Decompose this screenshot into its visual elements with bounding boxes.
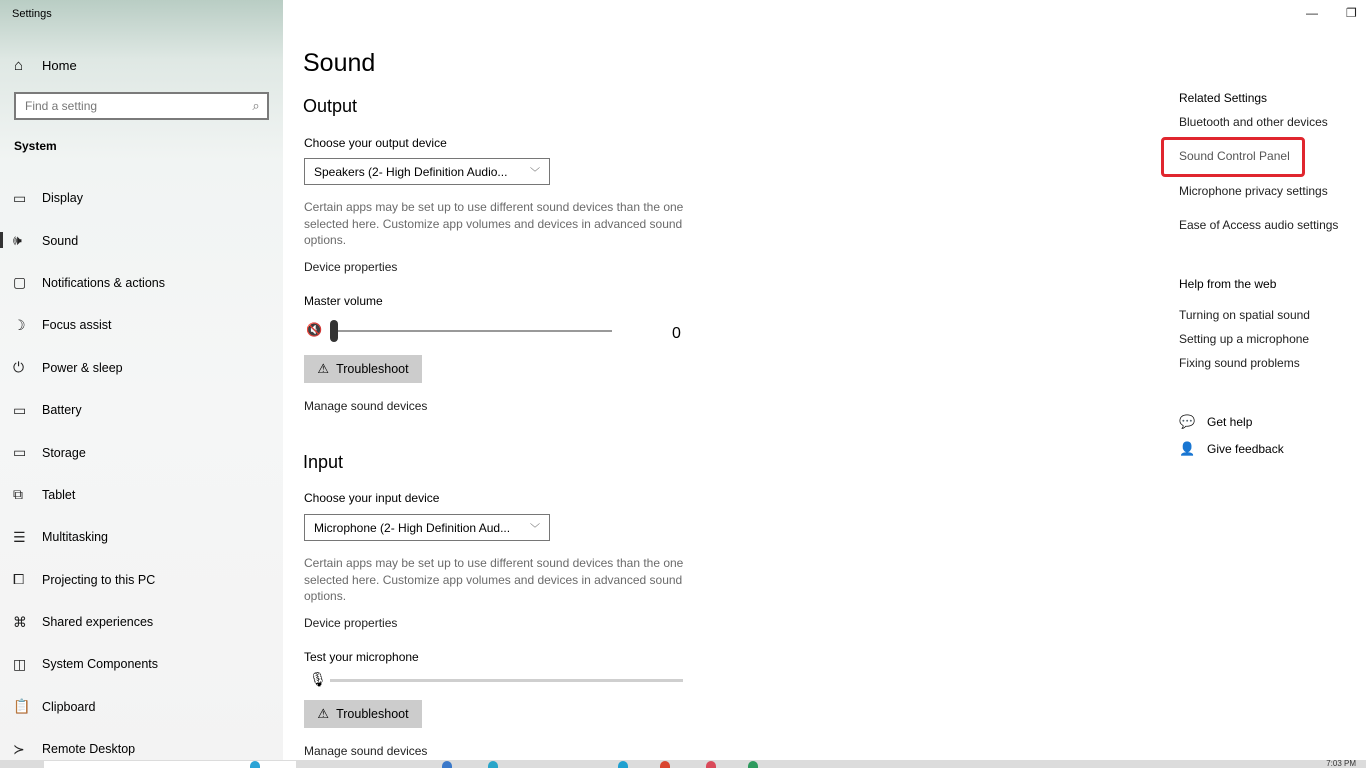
help-chat-icon: 💬 (1179, 414, 1196, 429)
moon-icon: ☽ (13, 316, 26, 333)
sidebar-item-focus-assist[interactable] (0, 304, 283, 346)
search-input[interactable] (25, 95, 245, 117)
sidebar-item-label: System Components (42, 657, 159, 672)
power-icon: ⏻ (13, 359, 25, 376)
sidebar-item-notifications[interactable] (0, 262, 283, 304)
remote-desktop-icon: ≻ (13, 740, 25, 757)
test-microphone-label: Test your microphone (304, 650, 419, 664)
warning-icon: ⚠ (317, 706, 330, 721)
input-heading: Input (303, 452, 344, 472)
display-icon: ▭ (13, 189, 27, 206)
input-device-value: Microphone (2- High Definition Aud... (314, 520, 511, 535)
battery-icon: ▭ (13, 401, 27, 418)
taskbar-app-icon[interactable] (250, 761, 260, 768)
sidebar-item-label: Battery (42, 403, 82, 418)
help-heading: Help from the web (1179, 277, 1277, 291)
nav-list (0, 177, 283, 768)
home-label: Home (42, 57, 77, 73)
sidebar-item-label: Tablet (42, 487, 76, 502)
search-icon[interactable]: ⌕ (252, 98, 260, 113)
output-device-label: Choose your output device (304, 136, 447, 150)
input-device-dropdown[interactable] (304, 514, 550, 541)
sidebar-item-label: Multitasking (42, 530, 108, 545)
taskbar-app-icon[interactable] (442, 761, 452, 768)
shared-icon: ⌘ (13, 613, 27, 630)
sidebar-item-label: Remote Desktop (42, 742, 136, 757)
output-manage-devices-link[interactable]: Manage sound devices (304, 399, 428, 413)
multitasking-icon: ☰ (13, 528, 26, 545)
taskbar-app-icon[interactable] (488, 761, 498, 768)
sidebar-item-label: Shared experiences (42, 615, 154, 630)
feedback-icon: 👤 (1179, 441, 1196, 456)
clipboard-icon: 📋 (13, 698, 31, 715)
setting-up-microphone-link[interactable]: Setting up a microphone (1179, 332, 1310, 346)
tablet-icon: ⧉ (13, 486, 23, 503)
chevron-down-icon: ﹀ (530, 168, 540, 179)
restore-button[interactable]: ❐ (1346, 6, 1357, 20)
minimize-button[interactable]: — (1306, 6, 1318, 20)
output-device-properties-link[interactable]: Device properties (304, 260, 398, 274)
sidebar-item-clipboard[interactable] (0, 686, 283, 728)
microphone-icon: 🎙 (309, 671, 327, 687)
sidebar-item-tablet[interactable] (0, 474, 283, 516)
sidebar-item-shared-experiences[interactable] (0, 601, 283, 643)
sidebar-item-label: Projecting to this PC (42, 572, 156, 587)
sidebar-item-label: Sound (42, 233, 79, 248)
taskbar-clock: 7:03 PM (1326, 759, 1356, 768)
components-icon: ◫ (13, 655, 27, 672)
output-device-dropdown[interactable] (304, 158, 550, 185)
sidebar-item-label: Focus assist (42, 318, 112, 333)
volume-slider-thumb[interactable] (330, 320, 338, 342)
taskbar-app-icon[interactable] (706, 761, 716, 768)
sidebar-item-label: Clipboard (42, 699, 96, 714)
give-feedback-label: Give feedback (1207, 442, 1284, 456)
sidebar-item-power-sleep[interactable] (0, 347, 283, 389)
microphone-privacy-link[interactable]: Microphone privacy settings (1179, 184, 1328, 198)
sidebar-item-projecting[interactable] (0, 559, 283, 601)
ease-of-access-audio-link[interactable]: Ease of Access audio settings (1179, 218, 1339, 232)
get-help-label: Get help (1207, 415, 1253, 429)
sidebar-item-battery[interactable] (0, 389, 283, 431)
output-heading: Output (303, 96, 358, 116)
speaker-icon: 🕪 (13, 232, 22, 249)
input-manage-devices-link[interactable]: Manage sound devices (304, 744, 428, 758)
sound-control-panel-link[interactable]: Sound Control Panel (1179, 149, 1290, 163)
sidebar (0, 0, 283, 760)
microphone-level-bar (330, 679, 683, 682)
sidebar-item-multitasking[interactable] (0, 516, 283, 558)
troubleshoot-label: Troubleshoot (336, 707, 409, 721)
home-icon: ⌂ (14, 56, 24, 74)
volume-slider-track[interactable] (333, 330, 612, 332)
search-box[interactable] (14, 92, 269, 120)
page-title: Sound (303, 49, 376, 77)
volume-value: 0 (672, 325, 681, 342)
warning-icon: ⚠ (317, 361, 330, 376)
mute-speaker-icon[interactable]: 🔇 (306, 322, 323, 337)
taskbar-app-icon[interactable] (660, 761, 670, 768)
master-volume-label: Master volume (304, 294, 383, 308)
input-description: Certain apps may be set up to use different sound devices than the one selected here. Customize app volumes and devices in advanced sound options. (304, 556, 684, 603)
troubleshoot-label: Troubleshoot (336, 362, 409, 376)
bluetooth-devices-link[interactable]: Bluetooth and other devices (1179, 115, 1328, 129)
input-troubleshoot-button[interactable] (304, 700, 422, 728)
projecting-icon: ⧠ (13, 571, 25, 588)
sidebar-item-sound[interactable] (0, 219, 283, 261)
give-feedback-link[interactable] (1179, 441, 1284, 457)
output-troubleshoot-button[interactable] (304, 355, 422, 383)
notification-icon: ▢ (13, 274, 27, 291)
section-label: System (14, 139, 57, 153)
app-title: Settings (12, 8, 52, 20)
sidebar-item-storage[interactable] (0, 431, 283, 473)
sidebar-item-label: Notifications & actions (42, 275, 165, 290)
related-settings-heading: Related Settings (1179, 91, 1268, 105)
get-help-link[interactable] (1179, 414, 1252, 430)
taskbar-app-icon[interactable] (748, 761, 758, 768)
sidebar-item-system-components[interactable] (0, 643, 283, 685)
sidebar-item-label: Display (42, 191, 83, 206)
output-description: Certain apps may be set up to use different sound devices than the one selected here. Customize app volumes and devices in advanced sound options. (304, 200, 684, 247)
input-device-properties-link[interactable]: Device properties (304, 616, 398, 630)
sidebar-item-label: Storage (42, 445, 86, 460)
output-device-value: Speakers (2- High Definition Audio... (314, 164, 508, 179)
fixing-sound-link[interactable]: Fixing sound problems (1179, 356, 1300, 370)
chevron-down-icon: ﹀ (530, 524, 540, 535)
sidebar-item-display[interactable] (0, 177, 283, 219)
taskbar-app-icon[interactable] (618, 761, 628, 768)
storage-icon: ▭ (13, 444, 27, 461)
main-content (303, 0, 723, 760)
spatial-sound-link[interactable]: Turning on spatial sound (1179, 308, 1310, 322)
home-link[interactable] (14, 55, 77, 75)
input-device-label: Choose your input device (304, 491, 440, 505)
sidebar-item-label: Power & sleep (42, 360, 123, 375)
